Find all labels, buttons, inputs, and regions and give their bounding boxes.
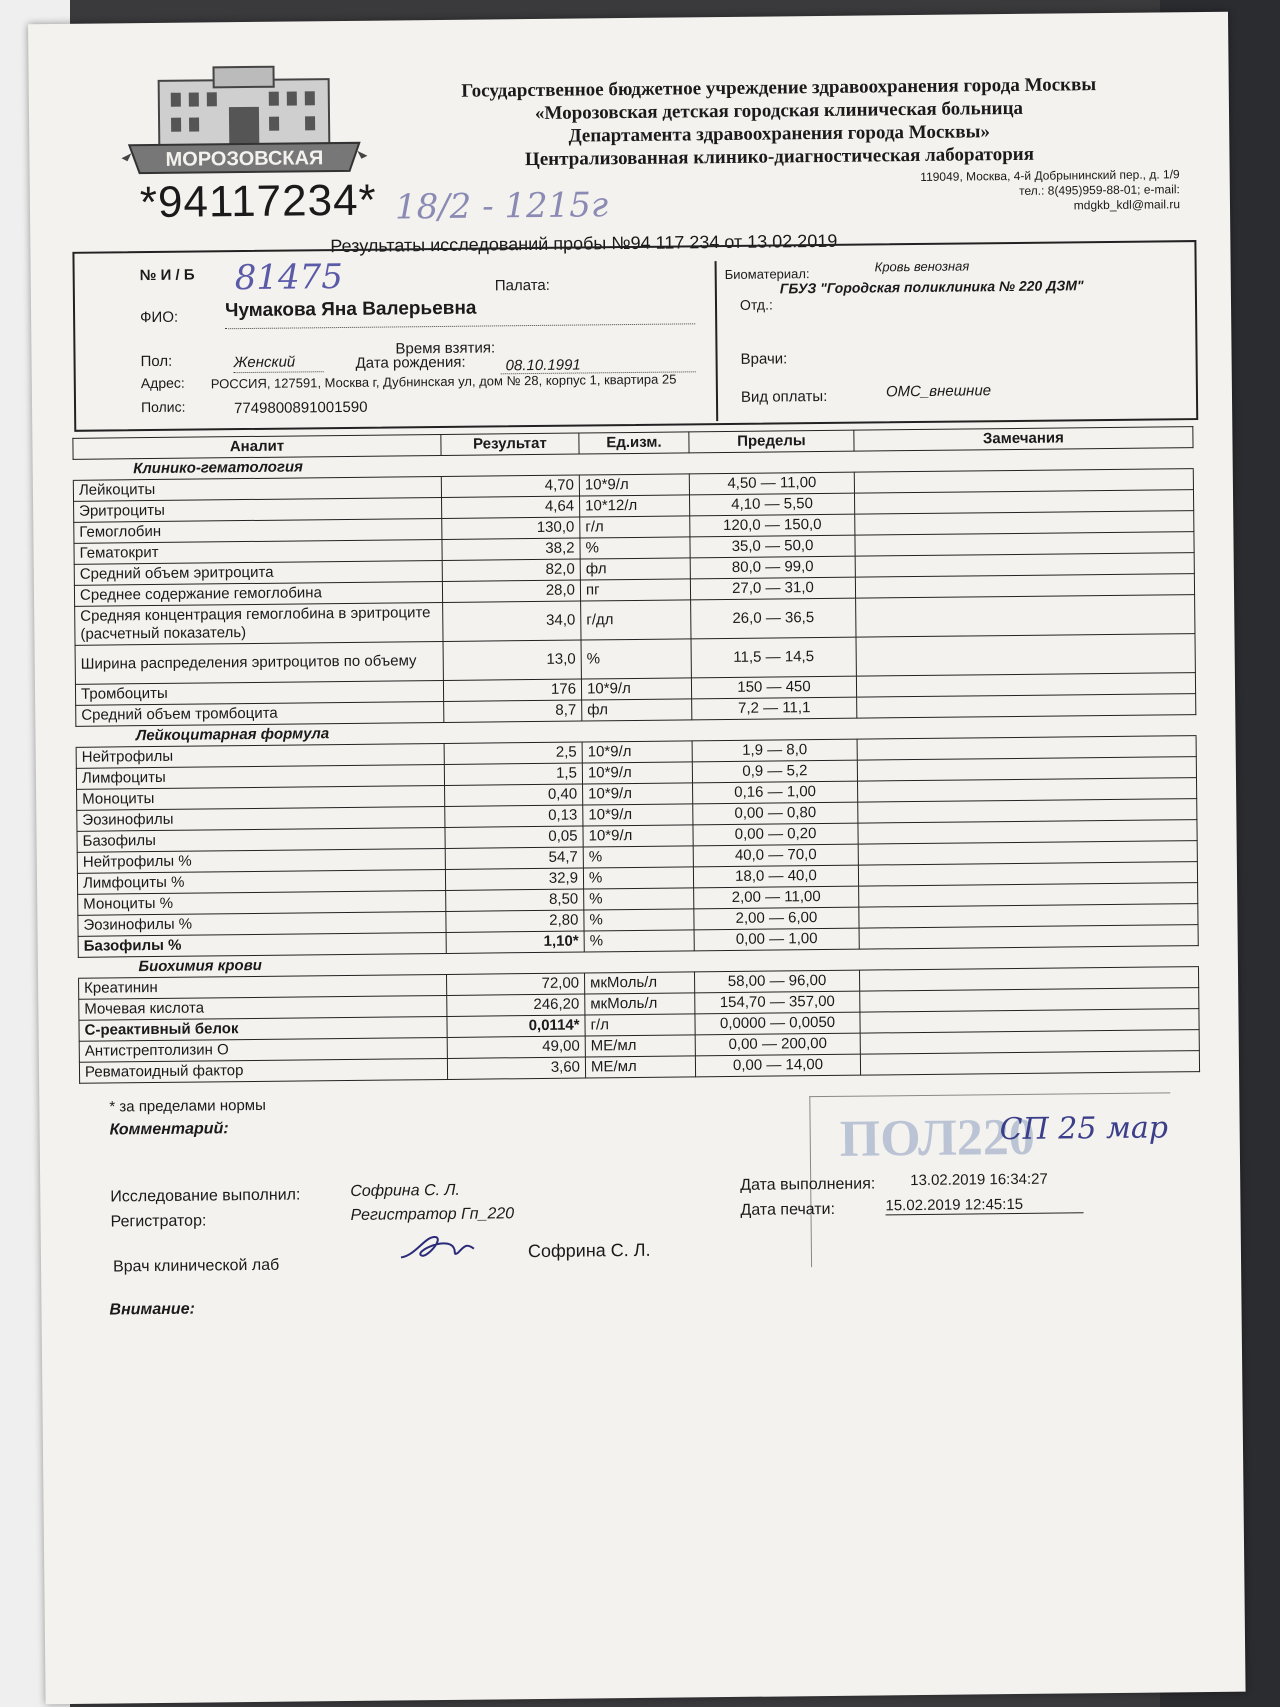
- analyte-name: Гематокрит: [74, 539, 442, 564]
- reference-range: 35,0 — 50,0: [690, 535, 855, 558]
- unit-value: г/л: [580, 516, 690, 538]
- performed-value: Софрина С. Л.: [350, 1181, 460, 1200]
- unit-value: 10*9/л: [583, 783, 693, 805]
- reference-range: 27,0 — 31,0: [690, 577, 855, 600]
- stamp-text: ПОЛ220: [839, 1108, 1036, 1168]
- reference-range: 11,5 — 14,5: [691, 637, 856, 678]
- patient-info-block: [72, 240, 1198, 432]
- analyte-name: Ширина распределения эритроцитов по объему: [75, 641, 443, 684]
- analyte-name: Эозинофилы: [77, 806, 445, 831]
- result-value: 34,0: [443, 601, 581, 641]
- section-title: Лейкоцитарная формула: [76, 715, 1196, 748]
- reference-range: 0,00 — 200,00: [695, 1033, 860, 1056]
- analyte-name: Нейтрофилы %: [77, 848, 445, 873]
- patient-address: РОССИЯ, 127591, Москва г, Дубнинская ул, дом № 28, корпус 1, квартира 25: [210, 371, 677, 392]
- header-notes: Замечания: [854, 427, 1193, 452]
- logo-text: МОРОЗОВСКАЯ: [165, 147, 324, 171]
- reference-range: 0,00 — 0,80: [693, 802, 858, 825]
- reference-range: 2,00 — 11,00: [694, 886, 859, 909]
- result-value: 2,80: [446, 910, 584, 932]
- unit-value: МЕ/мл: [585, 1035, 695, 1057]
- handwritten-code: 18/2 - 1215г: [394, 185, 609, 228]
- registrar-value: Регистратор Гп_220: [350, 1205, 515, 1224]
- result-value: 4,70: [441, 475, 579, 497]
- analyte-name: Тромбоциты: [75, 680, 443, 705]
- doctor-value: Софрина С. Л.: [527, 1239, 651, 1262]
- reference-range: 150 — 450: [691, 676, 856, 699]
- result-value: 1,5: [444, 763, 582, 785]
- analyte-name: Средний объем эритроцита: [74, 560, 442, 585]
- analyte-name: Лимфоциты: [76, 764, 444, 789]
- unit-value: %: [580, 537, 690, 559]
- header-unit: Ед.изм.: [579, 432, 689, 454]
- payment-label: Вид оплаты:: [740, 387, 828, 406]
- result-value: 0,13: [445, 805, 583, 827]
- org-line-3: Департамента здравоохранения города Москвы»: [568, 121, 991, 147]
- doctor-label: Врач клинической лаб: [112, 1256, 280, 1276]
- reference-range: 0,0000 — 0,0050: [695, 1012, 860, 1035]
- reference-range: 0,00 — 1,00: [694, 928, 859, 951]
- dept-value: ГБУЗ "Городская поликлиника № 220 ДЗМ": [779, 277, 1084, 297]
- section-title: Клинико-гематология: [73, 448, 1193, 481]
- sample-barcode: *94117234*: [139, 175, 377, 228]
- sex-label: Пол:: [140, 352, 173, 371]
- result-value: 38,2: [442, 538, 580, 560]
- patient-sex: Женский: [233, 353, 296, 372]
- reference-range: 120,0 — 150,0: [690, 514, 855, 537]
- hospital-logo: [118, 61, 369, 194]
- reference-range: 0,00 — 0,20: [693, 823, 858, 846]
- analyte-name: Лейкоциты: [73, 476, 441, 501]
- unit-value: %: [583, 867, 693, 889]
- reference-range: 2,00 — 6,00: [694, 907, 859, 930]
- unit-value: 10*12/л: [580, 495, 690, 517]
- result-value: 49,00: [447, 1036, 585, 1058]
- result-value: 0,0114*: [447, 1015, 585, 1037]
- analyte-name: Моноциты %: [78, 890, 446, 915]
- notes-cell: [856, 634, 1195, 677]
- header-analyte: Аналит: [73, 434, 441, 459]
- sex-underline: [234, 371, 324, 373]
- reference-range: 58,00 — 96,00: [694, 970, 859, 993]
- reference-range: 0,9 — 5,2: [692, 760, 857, 783]
- notes-cell: [860, 1051, 1199, 1076]
- result-value: 176: [443, 679, 581, 701]
- ib-label: № И / Б: [139, 266, 195, 285]
- patient-name: Чумакова Яна Валерьевна: [224, 297, 477, 322]
- result-value: 72,00: [447, 973, 585, 995]
- unit-value: 10*9/л: [582, 741, 692, 763]
- analyte-name: Антистрептолизин О: [79, 1037, 447, 1062]
- patient-policy: 7749800891001590: [233, 398, 368, 418]
- policy-label: Полис:: [140, 398, 186, 416]
- unit-value: 10*9/л: [583, 804, 693, 826]
- done-date-label: Дата выполнения:: [740, 1175, 876, 1194]
- biomaterial-value: Кровь венозная: [874, 258, 970, 275]
- dept-label: Отд.:: [739, 296, 773, 313]
- analyte-name: Моноциты: [77, 785, 445, 810]
- reference-range: 7,2 — 11,1: [692, 697, 857, 720]
- result-value: 32,9: [445, 868, 583, 890]
- result-value: 13,0: [443, 640, 581, 680]
- analyte-name: Лимфоциты %: [77, 869, 445, 894]
- time-label: Время взятия:: [395, 339, 496, 358]
- result-value: 1,10*: [446, 931, 584, 953]
- unit-value: пг: [580, 579, 690, 601]
- result-value: 54,7: [445, 847, 583, 869]
- result-value: 2,5: [444, 742, 582, 764]
- organization-header: [379, 72, 1180, 172]
- header-range: Пределы: [689, 430, 854, 453]
- lab-report-sheet: [28, 12, 1246, 1704]
- reference-range: 4,10 — 5,50: [689, 493, 854, 516]
- notes-cell: [856, 595, 1195, 638]
- analyte-name: Средний объем тромбоцита: [76, 701, 444, 726]
- unit-value: фл: [582, 699, 692, 721]
- patient-block-divider: [715, 261, 719, 421]
- address-label: Адрес:: [140, 374, 185, 392]
- analyte-name: Средняя концентрация гемоглобина в эритроците (расчетный показатель): [75, 602, 443, 645]
- performed-label: Исследование выполнил:: [110, 1186, 301, 1206]
- org-line-2: «Морозовская детская городская клиническая больница: [534, 97, 1024, 124]
- result-value: 8,50: [446, 889, 584, 911]
- unit-value: %: [584, 909, 694, 931]
- unit-value: 10*9/л: [579, 474, 689, 496]
- analyte-name: Гемоглобин: [74, 518, 442, 543]
- analyte-name: Мочевая кислота: [79, 995, 447, 1020]
- unit-value: г/л: [585, 1014, 695, 1036]
- results-title: Результаты исследований пробы №94 117 234 от 13.02.2019: [330, 230, 838, 257]
- reference-range: 40,0 — 70,0: [693, 844, 858, 867]
- result-value: 0,05: [445, 826, 583, 848]
- comment-label: Комментарий:: [109, 1120, 229, 1139]
- analyte-name: Базофилы: [77, 827, 445, 852]
- unit-value: %: [584, 888, 694, 910]
- doctor-signature: [396, 1225, 486, 1266]
- biomaterial-label: Биоматериал:: [724, 266, 810, 283]
- out-of-range-note: * за пределами нормы: [109, 1096, 266, 1116]
- analyte-name: Среднее содержание гемоглобина: [74, 581, 442, 606]
- ib-handwritten: 81475: [234, 257, 344, 299]
- org-contacts: [920, 167, 1180, 215]
- org-email: mdgkb_kdl@mail.ru: [1073, 197, 1181, 213]
- unit-value: МЕ/мл: [585, 1056, 695, 1078]
- analyte-name: С-реактивный белок: [79, 1016, 447, 1041]
- reference-range: 80,0 — 99,0: [690, 556, 855, 579]
- results-table-body: [73, 448, 1199, 1084]
- reference-range: 0,00 — 14,00: [695, 1054, 860, 1077]
- org-address: 119049, Москва, 4-й Добрынинский пер., д. 1/9: [920, 167, 1180, 184]
- org-phone: тел.: 8(495)959-88-01; e-mail:: [1019, 182, 1180, 198]
- analyte-name: Нейтрофилы: [76, 743, 444, 768]
- analyte-name: Эритроциты: [74, 497, 442, 522]
- unit-value: г/дл: [581, 600, 691, 640]
- unit-value: мкМоль/л: [584, 972, 694, 994]
- done-date-value: 13.02.2019 16:34:27: [910, 1170, 1048, 1190]
- result-value: 8,7: [444, 700, 582, 722]
- result-value: 3,60: [447, 1057, 585, 1079]
- org-line-4: Централизованная клинико-диагностическая лаборатория: [524, 143, 1035, 171]
- fio-underline: [225, 323, 695, 329]
- result-value: 246,20: [447, 994, 585, 1016]
- attention-label: Внимание:: [109, 1300, 195, 1319]
- reference-range: 1,9 — 8,0: [692, 739, 857, 762]
- reference-range: 18,0 — 40,0: [693, 865, 858, 888]
- reference-range: 154,70 — 357,00: [695, 991, 860, 1014]
- result-value: 4,64: [442, 496, 580, 518]
- unit-value: 10*9/л: [582, 762, 692, 784]
- unit-value: 10*9/л: [583, 825, 693, 847]
- unit-value: мкМоль/л: [585, 993, 695, 1015]
- org-line-1: Государственное бюджетное учреждение здравоохранения города Москвы: [461, 74, 1097, 102]
- reference-range: 26,0 — 36,5: [691, 598, 856, 639]
- payment-value: ОМС_внешние: [885, 382, 992, 401]
- results-table: [72, 426, 1200, 1084]
- result-value: 130,0: [442, 517, 580, 539]
- result-value: 0,40: [445, 784, 583, 806]
- stamp-handwriting: СП 25 мар: [999, 1110, 1169, 1148]
- unit-value: 10*9/л: [581, 678, 691, 700]
- ward-label: Палата:: [494, 276, 550, 295]
- unit-value: %: [581, 639, 691, 679]
- result-value: 28,0: [442, 580, 580, 602]
- reference-range: 0,16 — 1,00: [693, 781, 858, 804]
- fio-label: ФИО:: [140, 308, 179, 327]
- header-result: Результат: [441, 433, 579, 455]
- analyte-name: Базофилы %: [78, 932, 446, 957]
- result-value: 82,0: [442, 559, 580, 581]
- print-date-value: 15.02.2019 12:45:15: [885, 1195, 1083, 1215]
- unit-value: фл: [580, 558, 690, 580]
- section-title: Биохимия крови: [78, 946, 1198, 979]
- dob-label: Дата рождения:: [355, 353, 466, 372]
- unit-value: %: [584, 930, 694, 952]
- registrar-label: Регистратор:: [110, 1212, 207, 1231]
- unit-value: %: [583, 846, 693, 868]
- analyte-name: Ревматоидный фактор: [79, 1058, 447, 1083]
- print-date-label: Дата печати:: [740, 1200, 836, 1219]
- reference-range: 4,50 — 11,00: [689, 472, 854, 495]
- analyte-name: Креатинин: [79, 974, 447, 999]
- patient-dob: 08.10.1991: [505, 356, 581, 375]
- doctors-label: Врачи:: [740, 350, 788, 368]
- analyte-name: Эозинофилы %: [78, 911, 446, 936]
